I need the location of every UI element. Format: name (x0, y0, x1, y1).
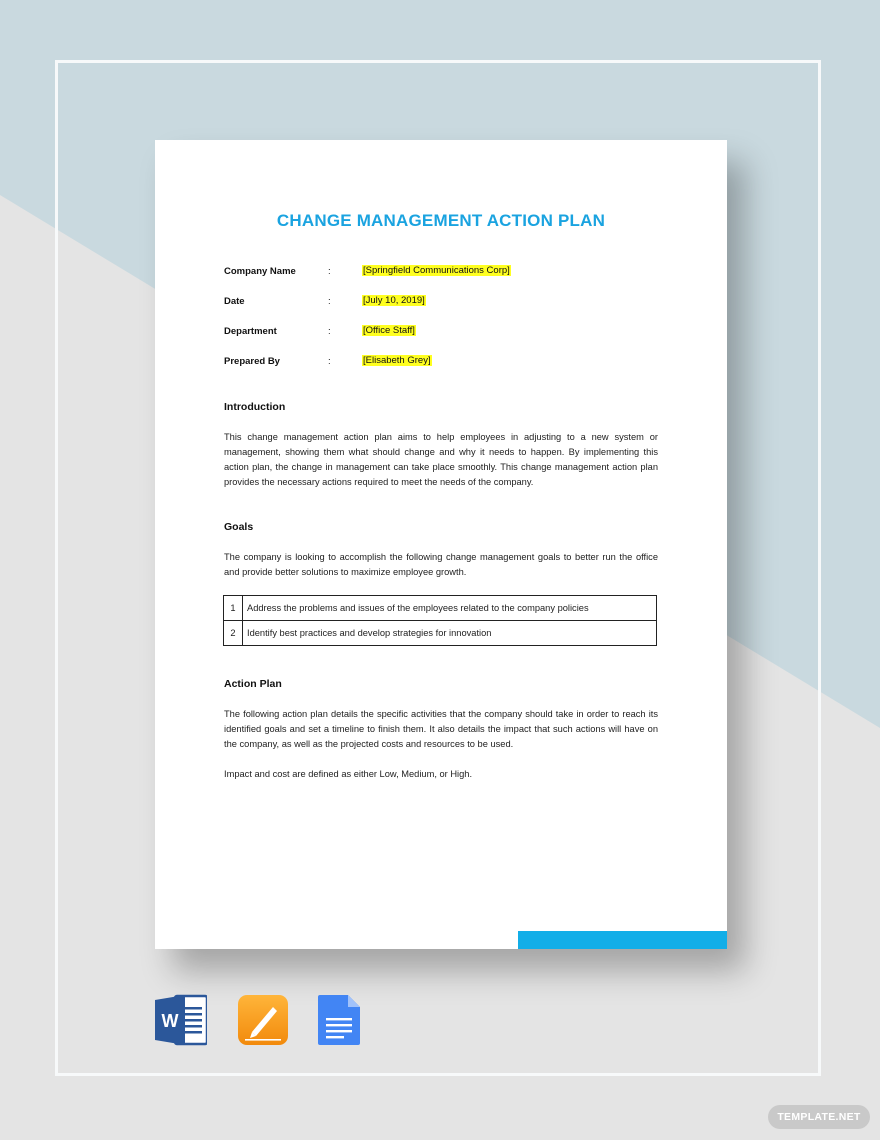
document-title: CHANGE MANAGEMENT ACTION PLAN (276, 211, 606, 230)
info-label: Department (224, 326, 277, 337)
word-glyph: W (161, 1011, 179, 1031)
goal-number: 2 (224, 621, 243, 646)
goals-text: The company is looking to accomplish the following change management goals to better run the office and provide better solutions to maximize employee growth. (224, 552, 658, 577)
info-value-highlighted: [July 10, 2019] (363, 295, 425, 306)
info-colon: : (328, 326, 331, 337)
info-value-highlighted: [Office Staff] (363, 325, 415, 336)
info-row-department (224, 326, 664, 356)
document-page (155, 140, 727, 949)
table-row (224, 596, 657, 621)
goals-table (223, 595, 657, 646)
info-value-highlighted: [Springfield Communications Corp] (363, 265, 510, 276)
footer-accent-bar (518, 931, 727, 949)
info-colon: : (328, 296, 331, 307)
info-label: Prepared By (224, 356, 280, 367)
info-label: Company Name (224, 266, 296, 277)
introduction-text: This change management action plan aims to help employees in adjusting to a new system or management, showing them what should change and why it needs to happen. By implementing this action plan, the change in management can take place smoothly. This change management action plan provides the necessary actions required to meet the needs of the company. (224, 432, 658, 487)
action-plan-text: The following action plan details the specific activities that the company should take in order to reach its identified goals and set a timeline to finish them. It also details the impact that such actions will have on the company, as well as the projected costs and resources to be used. (224, 709, 658, 749)
template-net-watermark[interactable]: TEMPLATE.NET (768, 1105, 870, 1129)
goal-number: 1 (224, 596, 243, 621)
info-label: Date (224, 296, 245, 307)
info-block (224, 266, 664, 386)
pages-icon[interactable] (237, 994, 289, 1046)
info-row-company (224, 266, 664, 296)
info-row-prepared-by (224, 356, 664, 386)
word-icon[interactable] (155, 994, 207, 1046)
goal-text: Identify best practices and develop strategies for innovation (243, 621, 657, 646)
introduction-heading: Introduction (224, 401, 286, 413)
goal-text: Address the problems and issues of the employees related to the company policies (243, 596, 657, 621)
action-plan-heading: Action Plan (224, 678, 282, 690)
table-row (224, 621, 657, 646)
google-docs-icon[interactable] (314, 994, 366, 1046)
goals-heading: Goals (224, 521, 254, 533)
info-row-date (224, 296, 664, 326)
info-value-highlighted: [Elisabeth Grey] (363, 355, 431, 366)
action-plan-note: Impact and cost are defined as either Low, Medium, or High. (224, 769, 473, 779)
info-colon: : (328, 266, 331, 277)
info-colon: : (328, 356, 331, 367)
